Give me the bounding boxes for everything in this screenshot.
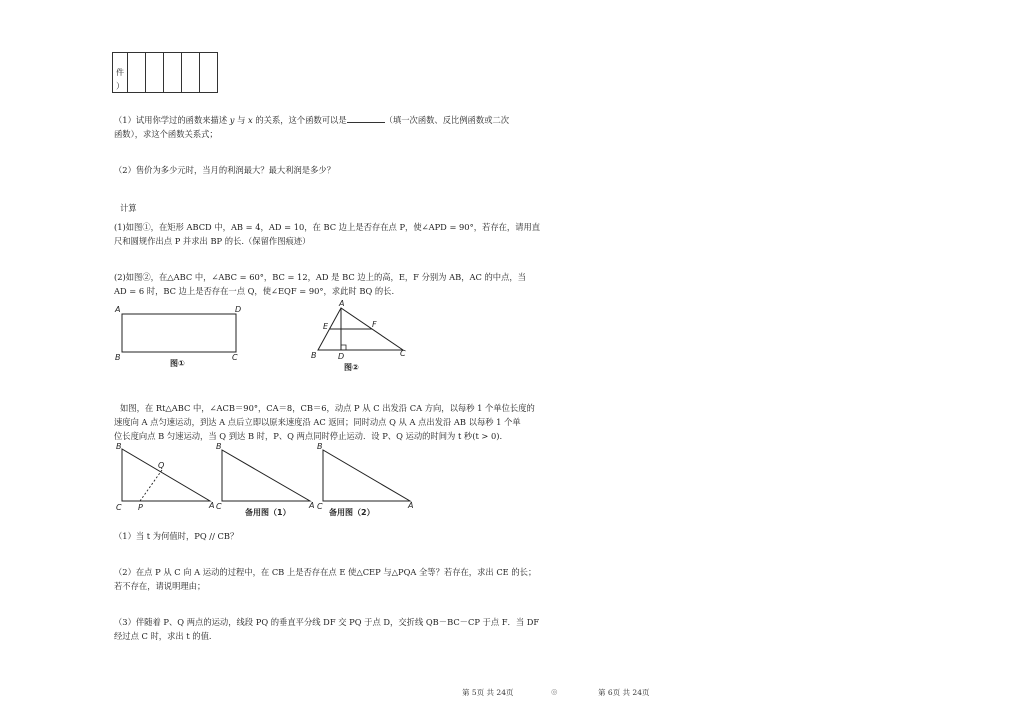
figure-1-rectangle	[110, 302, 250, 372]
label-B: B	[115, 353, 121, 362]
label-F: F	[372, 320, 377, 329]
problem2-p2-line2: AD = 6 时，BC 边上是否存在一点 Q，使∠EQF = 90°，求此时 BQ 的长.	[114, 286, 395, 296]
figure-2-triangle	[308, 298, 418, 376]
q1-text-mid1: 与	[234, 115, 249, 125]
footer-binding-mark-icon: ◎	[551, 687, 558, 696]
label-A: A	[115, 305, 121, 314]
label-P: P	[138, 503, 143, 512]
triangle-spare-2	[323, 450, 410, 501]
problem2-p1-line1: (1)如图①，在矩形 ABCD 中，AB = 4，AD = 10，在 BC 边上是否存在点 P，使∠APD = 90°，若存在，请用直	[114, 222, 541, 232]
label-B: B	[311, 351, 317, 360]
problem2-p2-line1: (2)如图②，在△ABC 中，∠ABC = 60°，BC = 12，AD 是 BC 边上的高，E，F 分别为 AB，AC 的中点，当	[114, 272, 526, 282]
spare-1-caption: 备用图（1）	[245, 508, 291, 517]
table-cell	[182, 53, 200, 93]
problem1-q1-line1	[114, 114, 509, 127]
label-Q: Q	[158, 461, 165, 470]
answer-blank	[347, 114, 385, 123]
figure-spare-1	[216, 442, 314, 517]
figure-spare-2	[317, 442, 413, 517]
problem1-q1-line2: 函数），求这个函数关系式；	[114, 129, 218, 139]
label-B: B	[317, 442, 323, 451]
footer-left-page-number: 第 5页 共 24页	[462, 688, 514, 697]
table-cell-text: 件	[116, 68, 124, 77]
label-C: C	[216, 502, 222, 511]
label-A: A	[309, 501, 315, 510]
label-C: C	[400, 349, 406, 358]
label-D: D	[235, 305, 242, 314]
label-D: D	[338, 352, 345, 361]
spare-2-caption: 备用图（2）	[329, 508, 375, 517]
var-y: y	[229, 115, 235, 125]
problem3-q2-line2: 若不存在，请说明理由；	[114, 581, 206, 591]
table-fragment	[112, 52, 218, 93]
table-cell	[200, 53, 218, 93]
problem3-q3-line1: （3）伴随着 P、Q 两点的运动，线段 PQ 的垂直平分线 DF 交 PQ 于点 D，交折线 QB－BC－CP 于点 F．当 DF	[114, 617, 540, 627]
table-cell	[164, 53, 182, 93]
problem3-q1: （1）当 t 为何值时，PQ // CB？	[114, 531, 239, 541]
problem3-figures	[110, 440, 430, 522]
label-B: B	[216, 442, 222, 451]
label-A: A	[339, 299, 345, 308]
label-E: E	[323, 322, 329, 331]
label-C: C	[232, 353, 238, 362]
rectangle-abcd	[122, 314, 236, 352]
label-A: A	[209, 501, 215, 510]
q1-text-mid2: 的关系，这个函数可以是	[252, 115, 347, 125]
q1-text-a: （1）试用你学过的函数来描述	[114, 115, 230, 125]
var-x: x	[248, 115, 253, 125]
table-cell	[146, 53, 164, 93]
footer-right-page-number: 第 6页 共 24页	[598, 688, 650, 697]
table-paren: ）	[116, 81, 125, 91]
problem3-line2: 速度向 A 点匀速运动，到达 A 点后立即以原来速度沿 AC 返回；同时动点 Q 从 A 点出发沿 AB 以每秒 1 个单	[114, 417, 521, 427]
problem3-line1: 如图，在 Rt△ABC 中，∠ACB＝90°，CA＝8，CB＝6，动点 P 从 C 出发沿 CA 方向，以每秒 1 个单位长度的	[120, 403, 535, 413]
triangle-main	[122, 449, 210, 501]
problem2-p1-line2: 尺和圆规作出点 P 并求出 BP 的长.（保留作图痕迹）	[114, 236, 311, 246]
label-B: B	[116, 442, 122, 451]
problem3-q2-line1: （2）在点 P 从 C 向 A 运动的过程中，在 CB 上是否存在点 E 使△CEP 与△PQA 全等？若存在，求出 CE 的长；	[114, 567, 537, 577]
figure-1-caption: 图①	[170, 359, 185, 368]
figure-2-caption: 图②	[344, 363, 359, 372]
label-A: A	[408, 501, 414, 510]
label-C: C	[116, 503, 122, 512]
right-angle-mark	[341, 345, 346, 350]
figure-main	[116, 442, 214, 512]
segment-pq	[140, 470, 162, 501]
problem3-line3: 位长度向点 B 匀速运动，当 Q 到达 B 时，P、Q 两点同时停止运动．设 P、Q 运动的时间为 t 秒(t > 0).	[114, 431, 503, 441]
table-cell	[128, 53, 146, 93]
problem1-q2: （2）售价为多少元时，当月的利润最大？最大利润是多少？	[114, 165, 335, 175]
problem3-q3-line2: 经过点 C 时，求出 t 的值.	[114, 631, 212, 641]
label-C: C	[317, 502, 323, 511]
triangle-spare-1	[222, 450, 310, 501]
q1-text-b: （填一次函数、反比例函数或二次	[384, 115, 510, 125]
problem2-heading: 计算	[120, 203, 137, 213]
